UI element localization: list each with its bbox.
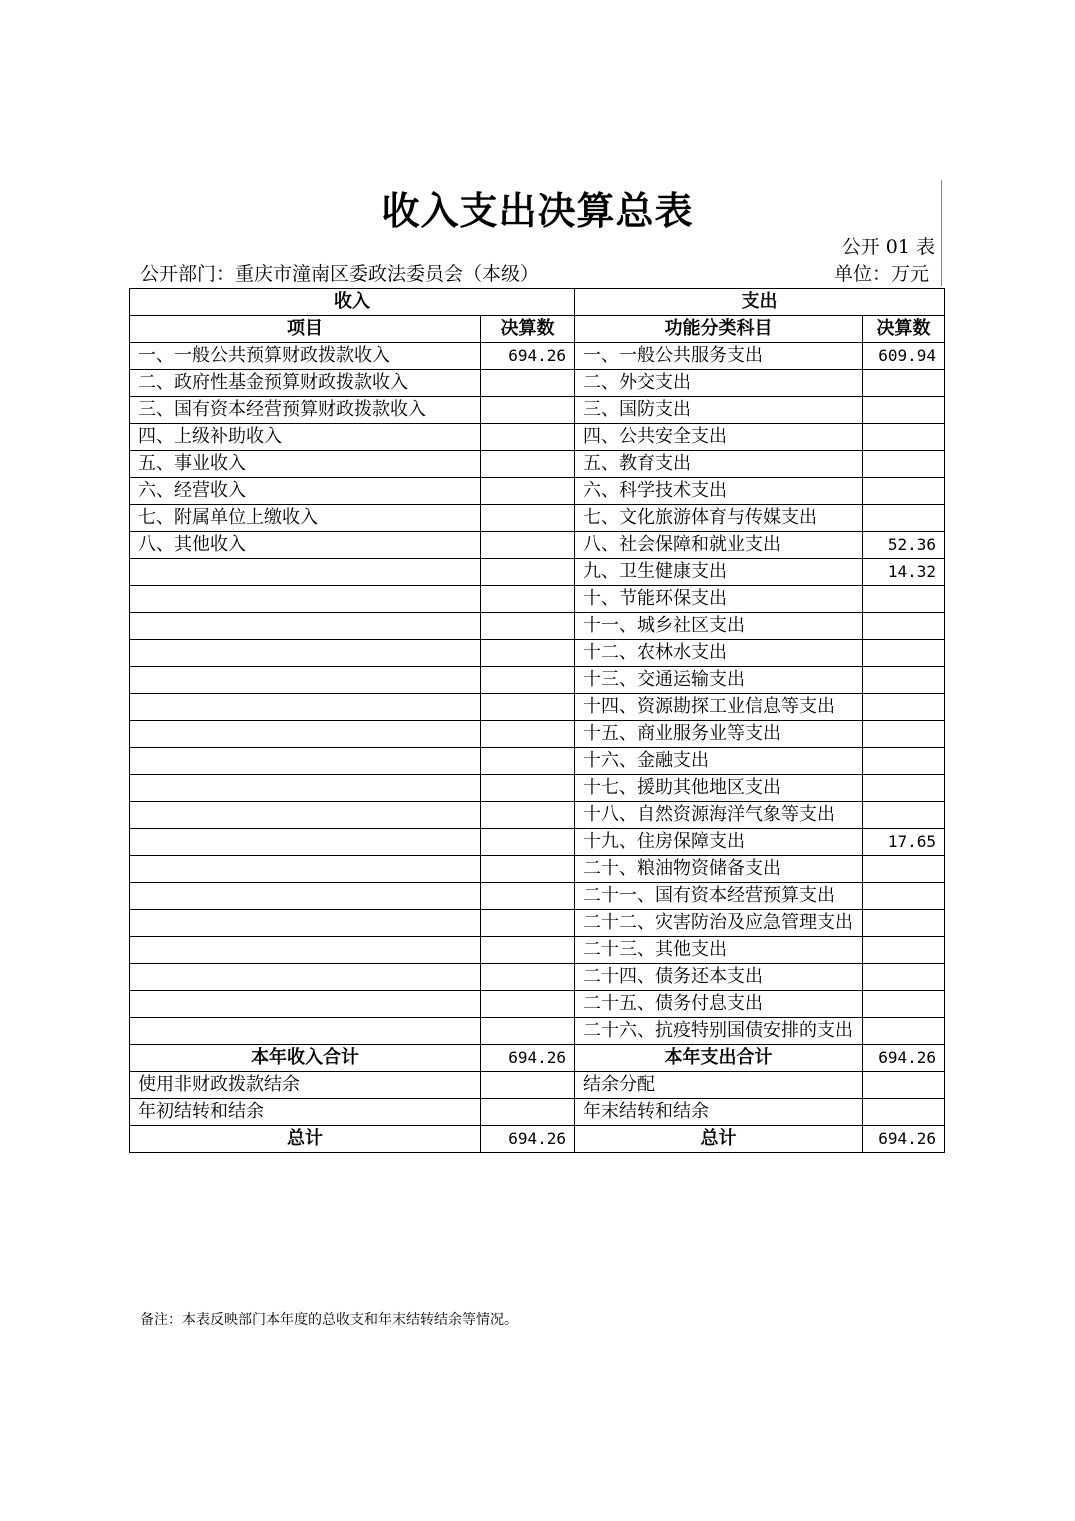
income-item: [130, 964, 481, 991]
income-amount: [481, 802, 575, 829]
expense-item: 二、外交支出: [575, 370, 863, 397]
page-title: 收入支出决算总表: [381, 189, 694, 233]
expense-item: 十一、城乡社区支出: [575, 613, 863, 640]
table-row: [130, 532, 945, 559]
table-row: [130, 667, 945, 694]
expense-item: 一、一般公共服务支出: [575, 343, 863, 370]
income-item: [130, 991, 481, 1018]
expense-amount: 14.32: [863, 559, 945, 586]
table-row: [130, 694, 945, 721]
income-item: [130, 829, 481, 856]
income-amount: [481, 748, 575, 775]
income-item: [130, 775, 481, 802]
expense-group-header: 支出: [575, 289, 945, 316]
table-row: [130, 397, 945, 424]
begin-carryover-value: [481, 1099, 575, 1126]
expense-amount: [863, 451, 945, 478]
expense-item: 十三、交通运输支出: [575, 667, 863, 694]
year-income-total-value: 694.26: [481, 1045, 575, 1072]
income-amount: [481, 937, 575, 964]
department-label: 公开部门：重庆市潼南区委政法委员会（本级）: [140, 263, 540, 285]
nonfiscal-balance-value: [481, 1072, 575, 1099]
income-amount: [481, 640, 575, 667]
income-item: [130, 748, 481, 775]
year-expense-total-value: 694.26: [863, 1045, 945, 1072]
income-amount: [481, 559, 575, 586]
grand-total-row: [130, 1126, 945, 1153]
income-item: 六、经营收入: [130, 478, 481, 505]
table-row: [130, 856, 945, 883]
income-group-header: 收入: [130, 289, 575, 316]
expense-item: 十七、援助其他地区支出: [575, 775, 863, 802]
expense-item: 十、节能环保支出: [575, 586, 863, 613]
income-item: [130, 910, 481, 937]
expense-amount: [863, 667, 945, 694]
year-total-row: [130, 1045, 945, 1072]
expense-item: 二十五、债务付息支出: [575, 991, 863, 1018]
col-header-item: 项目: [130, 316, 481, 343]
footnote: 备注：本表反映部门本年度的总收支和年末结转结余等情况。: [140, 1312, 518, 1328]
income-item: 七、附属单位上缴收入: [130, 505, 481, 532]
expense-item: 二十四、债务还本支出: [575, 964, 863, 991]
surplus-distribution-value: [863, 1072, 945, 1099]
table-row: [130, 991, 945, 1018]
expense-amount: [863, 640, 945, 667]
expense-item: 二十一、国有资本经营预算支出: [575, 883, 863, 910]
expense-item: 二十、粮油物资储备支出: [575, 856, 863, 883]
income-amount: [481, 667, 575, 694]
expense-amount: [863, 748, 945, 775]
grand-total-income-label: 总计: [130, 1126, 481, 1153]
table-row: [130, 370, 945, 397]
income-amount: [481, 883, 575, 910]
table-row: [130, 451, 945, 478]
year-income-total-label: 本年收入合计: [130, 1045, 481, 1072]
table-row: [130, 1018, 945, 1045]
expense-item: 十八、自然资源海洋气象等支出: [575, 802, 863, 829]
col-header-func: 功能分类科目: [575, 316, 863, 343]
end-carryover-label: 年末结转和结余: [575, 1099, 863, 1126]
table-row: [130, 343, 945, 370]
expense-item: 十六、金融支出: [575, 748, 863, 775]
expense-item: 十五、商业服务业等支出: [575, 721, 863, 748]
income-item: [130, 613, 481, 640]
table-row: [130, 640, 945, 667]
expense-amount: [863, 883, 945, 910]
expense-amount: [863, 910, 945, 937]
expense-amount: [863, 856, 945, 883]
income-amount: [481, 370, 575, 397]
expense-item: 二十六、抗疫特别国债安排的支出: [575, 1018, 863, 1045]
income-item: [130, 1018, 481, 1045]
income-amount: [481, 1018, 575, 1045]
income-amount: 694.26: [481, 343, 575, 370]
expense-amount: [863, 721, 945, 748]
nonfiscal-balance-label: 使用非财政拨款结余: [130, 1072, 481, 1099]
expense-amount: 17.65: [863, 829, 945, 856]
expense-amount: [863, 478, 945, 505]
expense-item: 九、卫生健康支出: [575, 559, 863, 586]
income-amount: [481, 397, 575, 424]
income-item: [130, 937, 481, 964]
col-header-income-amount: 决算数: [481, 316, 575, 343]
income-item: [130, 640, 481, 667]
income-item: 四、上级补助收入: [130, 424, 481, 451]
expense-item: 十九、住房保障支出: [575, 829, 863, 856]
table-row: [130, 505, 945, 532]
income-amount: [481, 829, 575, 856]
group-header-row: [130, 289, 945, 316]
expense-amount: [863, 424, 945, 451]
expense-item: 二十三、其他支出: [575, 937, 863, 964]
income-item: [130, 694, 481, 721]
table-row: [130, 748, 945, 775]
expense-item: 四、公共安全支出: [575, 424, 863, 451]
unit-label: 单位：万元: [833, 263, 929, 285]
income-amount: [481, 424, 575, 451]
expense-item: 十四、资源勘探工业信息等支出: [575, 694, 863, 721]
income-item: 八、其他收入: [130, 532, 481, 559]
expense-amount: [863, 694, 945, 721]
income-expense-table: [129, 288, 945, 1153]
balance-row: [130, 1072, 945, 1099]
income-amount: [481, 505, 575, 532]
table-row: [130, 586, 945, 613]
table-row: [130, 478, 945, 505]
expense-item: 八、社会保障和就业支出: [575, 532, 863, 559]
income-amount: [481, 451, 575, 478]
income-amount: [481, 613, 575, 640]
income-item: 五、事业收入: [130, 451, 481, 478]
expense-amount: [863, 937, 945, 964]
table-row: [130, 883, 945, 910]
income-item: 一、一般公共预算财政拨款收入: [130, 343, 481, 370]
expense-item: 二十二、灾害防治及应急管理支出: [575, 910, 863, 937]
income-item: [130, 667, 481, 694]
income-item: 三、国有资本经营预算财政拨款收入: [130, 397, 481, 424]
income-item: [130, 586, 481, 613]
year-expense-total-label: 本年支出合计: [575, 1045, 863, 1072]
expense-amount: [863, 613, 945, 640]
expense-amount: [863, 802, 945, 829]
expense-item: 三、国防支出: [575, 397, 863, 424]
grand-total-income-value: 694.26: [481, 1126, 575, 1153]
income-amount: [481, 856, 575, 883]
expense-amount: [863, 586, 945, 613]
table-row: [130, 910, 945, 937]
income-item: [130, 856, 481, 883]
table-row: [130, 964, 945, 991]
col-header-expense-amount: 决算数: [863, 316, 945, 343]
expense-item: 十二、农林水支出: [575, 640, 863, 667]
expense-amount: [863, 1018, 945, 1045]
table-row: [130, 559, 945, 586]
expense-amount: [863, 991, 945, 1018]
form-number: 公开 01 表: [841, 236, 935, 258]
expense-item: 六、科学技术支出: [575, 478, 863, 505]
expense-item: 五、教育支出: [575, 451, 863, 478]
table-row: [130, 613, 945, 640]
income-amount: [481, 721, 575, 748]
expense-amount: 52.36: [863, 532, 945, 559]
end-carryover-value: [863, 1099, 945, 1126]
carryover-row: [130, 1099, 945, 1126]
expense-amount: [863, 964, 945, 991]
grand-total-expense-value: 694.26: [863, 1126, 945, 1153]
income-amount: [481, 694, 575, 721]
table-row: [130, 775, 945, 802]
table-row: [130, 721, 945, 748]
expense-item: 七、文化旅游体育与传媒支出: [575, 505, 863, 532]
income-amount: [481, 964, 575, 991]
expense-amount: [863, 370, 945, 397]
income-amount: [481, 775, 575, 802]
grand-total-expense-label: 总计: [575, 1126, 863, 1153]
expense-amount: [863, 775, 945, 802]
income-item: [130, 883, 481, 910]
table-row: [130, 424, 945, 451]
table-row: [130, 829, 945, 856]
expense-amount: [863, 397, 945, 424]
surplus-distribution-label: 结余分配: [575, 1072, 863, 1099]
income-amount: [481, 532, 575, 559]
column-header-row: [130, 316, 945, 343]
income-amount: [481, 991, 575, 1018]
income-item: [130, 802, 481, 829]
income-item: [130, 559, 481, 586]
income-amount: [481, 586, 575, 613]
page-edge-line: [941, 180, 942, 286]
table-row: [130, 937, 945, 964]
income-item: [130, 721, 481, 748]
income-amount: [481, 478, 575, 505]
expense-amount: [863, 505, 945, 532]
expense-amount: 609.94: [863, 343, 945, 370]
begin-carryover-label: 年初结转和结余: [130, 1099, 481, 1126]
table-body: [130, 343, 945, 1045]
income-amount: [481, 910, 575, 937]
income-item: 二、政府性基金预算财政拨款收入: [130, 370, 481, 397]
table-row: [130, 802, 945, 829]
